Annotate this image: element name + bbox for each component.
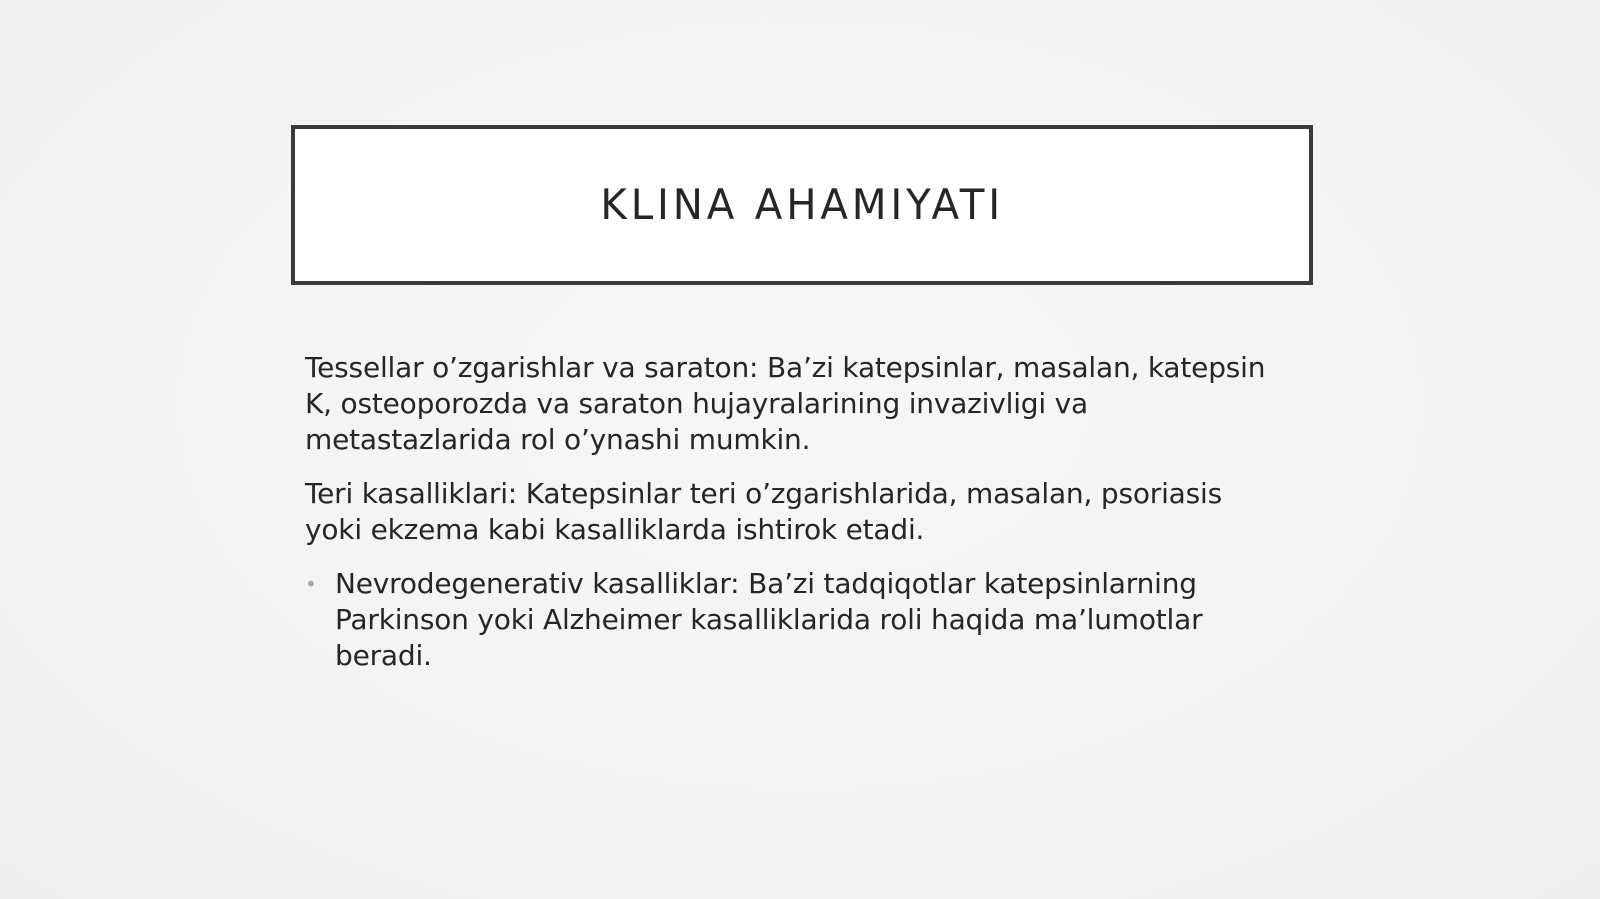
bullet-text-neurodegenerative: Nevrodegenerativ kasalliklar: Ba’zi tadqiqotlar katepsinlarning Parkinson yoki Alzheimer kasalliklarida roli haqida ma’lumotlar beradi.: [335, 567, 1203, 672]
slide-title: KLINA AHAMIYATI: [600, 180, 1004, 229]
paragraph-skin-diseases: Teri kasalliklari: Katepsinlar teri o’zgarishlarida, masalan, psoriasis yoki ekzema kabi kasalliklarda ishtirok etadi.: [305, 477, 1222, 546]
title-box: [291, 125, 1313, 285]
bullet-list: [305, 566, 1275, 674]
paragraph-cancer: Tessellar o’zgarishlar va saraton: Ba’zi katepsinlar, masalan, katepsin K, osteoporozda va saraton hujayralarining invazivligi va metastazlarida rol o’ynashi mumkin.: [305, 351, 1266, 456]
bullet-icon: •: [305, 572, 317, 596]
list-item: [305, 566, 1275, 674]
slide-content: [305, 350, 1275, 674]
